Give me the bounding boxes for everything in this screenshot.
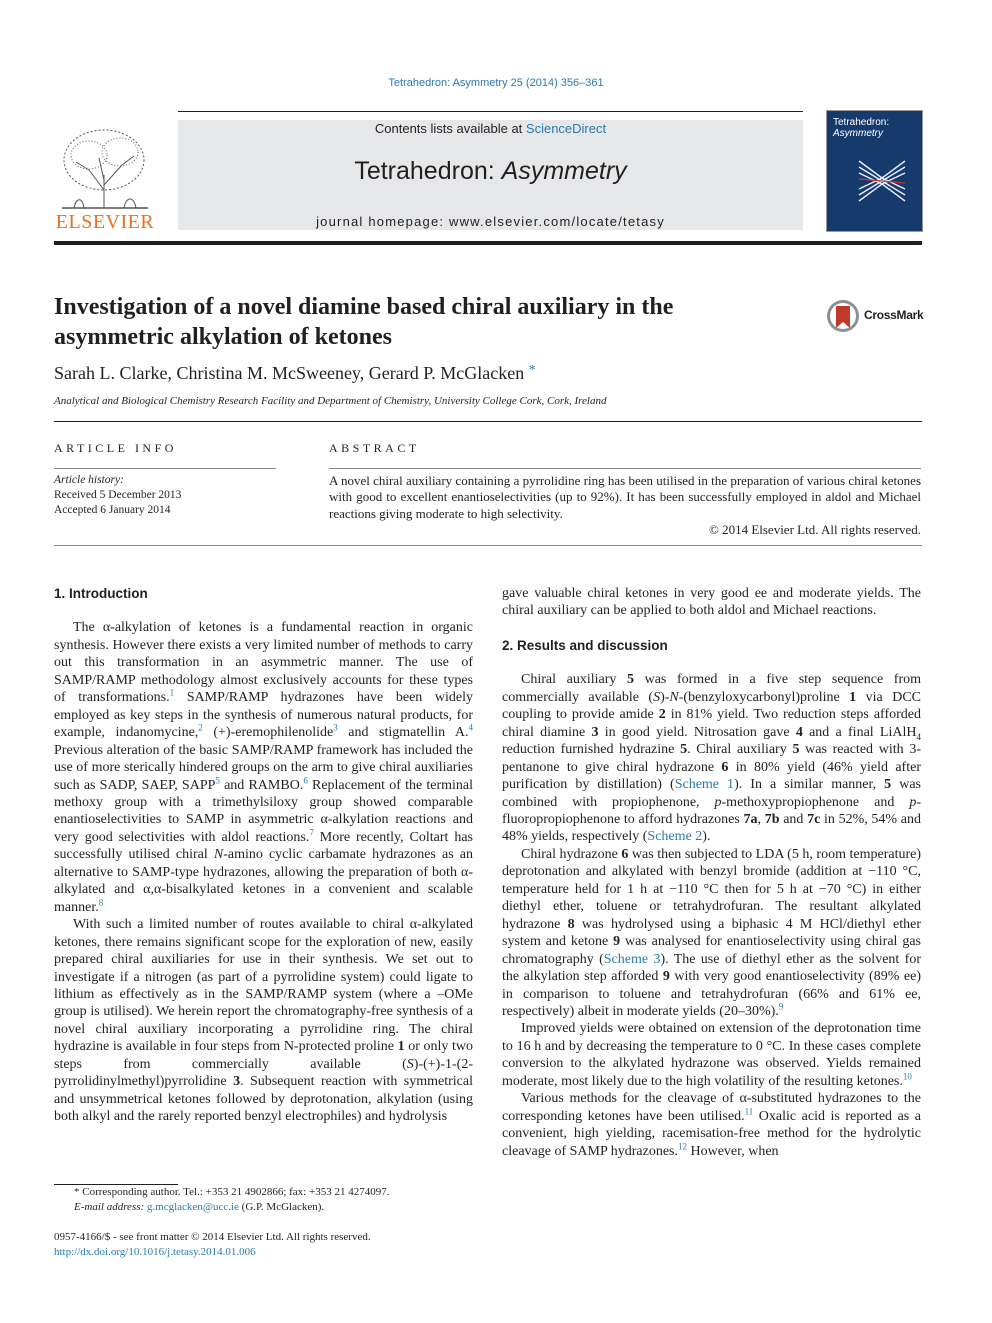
journal-name-italic: Asymmetry [501,157,627,185]
abstract-copyright: © 2014 Elsevier Ltd. All rights reserved. [708,522,921,537]
history-label: Article history: [54,474,124,486]
title-rule [54,421,922,422]
sciencedirect-link[interactable]: ScienceDirect [525,121,607,136]
article-info-rule [54,468,276,469]
journal-name-plain: Tetrahedron: [354,157,502,185]
email-suffix: (G.P. McGlacken). [238,1201,325,1213]
scheme-1-link[interactable]: Scheme 1 [674,777,735,793]
author-list [54,363,536,384]
intro-paragraph-2-continued: gave valuable chiral ketones in very good ee and moderate yields. The chiral auxiliary can be applied to both aldol and Michael reactions. [502,586,921,619]
journal-cover-thumbnail [826,110,923,232]
journal-homepage[interactable]: journal homepage: www.elsevier.com/locate/tetasy [316,214,665,229]
cover-title-line2: Asymmetry [833,128,883,139]
intro-paragraph-2: With such a limited number of routes available to chiral α-alkylated ketones, there remains significant scope for the exploration of new, easily prepared chiral auxiliaries for use in their synthesis. We set out to investigate if a nitrogen (as part of a pyrrolidine system) could ligate to lithium as effectively as in the SAMP/RAMP system (where a –OMe group is utilised). We herein report the chromatography-free synthesis of a novel chiral auxiliary incorporating a pyrrolidine ring. The chiral hydrazine is available in four steps from N-protected proline 1 or only two steps from commercially available (S)-(+)-1-(2-pyrrolidinylmethyl)pyrrolidine 3. Subsequent reaction with symmetrical and unsymmetrical ketones followed by deprotonation, alkylation (using both alkyl and the rarely reported benzyl electrophiles) and hydrolysis [54,917,473,1125]
cover-graphic [857,156,907,206]
journal-citation[interactable]: Tetrahedron: Asymmetry 25 (2014) 356–361 [388,77,604,89]
contents-prefix: Contents lists available at [374,121,526,136]
scheme-2-link[interactable]: Scheme 2 [647,829,703,845]
corresponding-author-mark[interactable]: * [528,363,536,378]
affiliation: Analytical and Biological Chemistry Research Facility and Department of Chemistry, University College Cork, Cork, Ireland [54,395,607,407]
issn-block [54,1230,371,1259]
header-thick-rule [54,241,922,245]
author-names: Sarah L. Clarke, Christina M. McSweeney, Gerard P. McGlacken [54,363,525,383]
email-footnote [54,1200,389,1215]
received-date: Received 5 December 2013 [54,489,182,501]
email-link[interactable]: g.mcglacken@ucc.ie [146,1201,239,1213]
footnotes [54,1185,389,1215]
corresponding-author-footnote: * Corresponding author. Tel.: +353 21 4902866; fax: +353 21 4274097. [74,1186,390,1198]
body-column-right [502,585,921,1160]
abstract-bottom-rule [54,545,922,546]
abstract-rule [329,468,921,469]
results-paragraph-3: Improved yields were obtained on extension of the deprotonation time to 16 h and by decreasing the temperature to 0 °C. In these cases complete conversion to the alkylated hydrazone was observed. Yields remained moderate, most likely due to the high volatility of the resulting ketones.$^{10}$ [502,1021,921,1089]
elsevier-wordmark: ELSEVIER [55,211,155,233]
header-rule [178,111,803,112]
results-paragraph-1: Chiral auxiliary 5 was formed in a five step sequence from commercially available (S)-N-(benzyloxycarbonyl)proline 1 via DCC coupling to provide amide 2 in 81% yield. Two reduction steps afforded chiral diamine 3 in good yield. Nitrosation gave 4 and a final LiAlH$_4$ reduction furnished hydrazine 5. Chiral auxiliary 5 was reacted with 3-pentanone to give chiral hydrazone 6 in 80% yield (46% yield after purification by distillation) (Scheme 1). In a similar manner, 5 was combined with propiophenone, p-methoxypropiophenone and p-fluoropropiophenone to afford hydrazones 7a, 7b and 7c in 52%, 54% and 48% yields, respectively (Scheme 2). [502,672,922,845]
article-title: Investigation of a novel diamine based chiral auxiliary in the asymmetric alkylation of ketones [54,294,674,350]
scheme-3-link[interactable]: Scheme 3 [603,951,661,967]
crossmark-label[interactable]: CrossMark [864,308,924,322]
abstract-text: A novel chiral auxiliary containing a pyrrolidine ring has been utilised in the preparation of various chiral ketones with good to excellent enantioselectivities (up to 92%). It has been successfully employed in aldol and Michael reactions giving moderate to high selectivity. [329,473,921,521]
results-heading: 2. Results and discussion [502,637,668,653]
doi-link[interactable]: http://dx.doi.org/10.1016/j.tetasy.2014.01.006 [54,1245,256,1258]
email-label: E-mail address: [74,1201,147,1213]
introduction-heading: 1. Introduction [54,586,148,601]
abstract-heading: ABSTRACT [329,441,420,455]
intro-paragraph-1: The α-alkylation of ketones is a fundamental reaction in organic synthesis. However there exists a very limited number of methods to carry out this transformation in an asymmetric manner. The use of SAMP/RAMP methodology almost exclusively accounts for these types of transformations.$^1$ SAMP/RAMP hydrazones have been widely employed as key steps in the synthesis of numerous natural products, for example, indanomycine,$^2$ (+)-eremophilenolide$^3$ and stigmatellin A.$^4$ Previous alteration of the basic SAMP/RAMP framework has included the use of more sterically hindered groups on the arm to give chiral auxiliaries such as SADP, SAEP, SAPP$^5$ and RAMBO.$^6$ Replacement of the terminal methoxy group with a trimethylsiloxy group showed comparable enantioselectivities to SAMP in asymmetric α-alkylation reactions and very good selectivities with aldol reactions.$^7$ More recently, Coltart has successfully utilised chiral N-amino cyclic carbamate hydrazones as an alternative to SAMP-type hydrazones, allowing the preparation of both α-alkylated and α,α-bisalkylated ketones in a convenient and scalable manner.$^8$ [54,620,474,915]
accepted-date: Accepted 6 January 2014 [54,504,171,516]
issn-line: 0957-4166/$ - see front matter © 2014 Elsevier Ltd. All rights reserved. [54,1231,371,1243]
article-info-heading: ARTICLE INFO [54,441,177,455]
body-column-left [54,585,473,1126]
article-history [54,473,181,518]
results-paragraph-4: Various methods for the cleavage of α-substituted hydrazones to the corresponding ketones have been utilised.$^{11}$ Oxalic acid is reported as a convenient, high yielding, racemisation-free method for the hydrolytic cleavage of SAMP hydrazones.$^{12}$ However, when [502,1091,921,1159]
results-paragraph-2: Chiral hydrazone 6 was then subjected to LDA (5 h, room temperature) deprotonation and alkylated with benzyl bromide (addition at −110 °C, temperature held for 1 h at −110 °C then for 5 h at −70 °C) in either diethyl ether, toluene or tetrahydrofuran. The resultant alkylated hydrazone 8 was hydrolysed using a biphasic 4 M HCl/diethyl ether system and ketone 9 was analysed for enantioselectivity using chiral gas chromatography (Scheme 3). The use of diethyl ether as the solvent for the alkylation step afforded 9 with very good enantioselectivity (89% ee) in comparison to toluene and tetrahydrofuran (66% and 61% ee, respectively) albeit in moderate yields (20–30%).$^9$ [502,846,921,1019]
contents-line [178,121,803,136]
cover-title-line1: Tetrahedron: [833,117,890,128]
journal-name [178,157,803,186]
